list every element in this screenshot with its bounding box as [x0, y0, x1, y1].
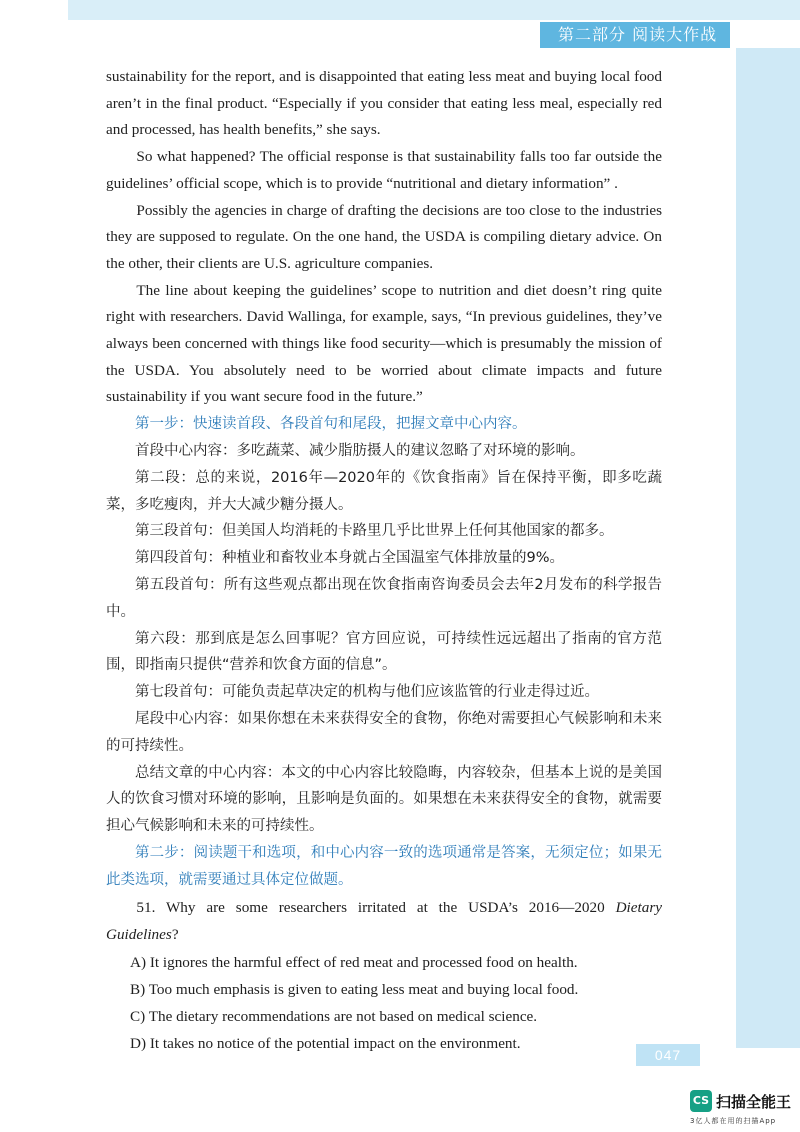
step1-item: 第二段：总的来说，2016年—2020年的《饮食指南》旨在保持平衡，即多吃蔬菜，多吃瘦肉，并大大减少糖分摄人。: [106, 469, 662, 513]
question-stem-text: 51. Why are some researchers irritated at the USDA’s 2016—2020: [136, 899, 616, 917]
scanner-logo-icon: CS: [690, 1090, 712, 1112]
step1-item: 第五段首句：所有这些观点都出现在饮食指南咨询委员会去年2月发布的科学报告中。: [106, 576, 662, 620]
option-b: B) Too much emphasis is given to eating less meat and buying local food.: [130, 980, 579, 998]
question-stem: [106, 895, 662, 948]
step1-item: 第七段首句：可能负责起草决定的机构与他们应该监管的行业走得过近。: [135, 684, 599, 701]
step1-item: 第三段首句：但美国人均消耗的卡路里几乎比世界上任何其他国家的都多。: [135, 523, 614, 540]
page-number: 047: [636, 1044, 700, 1066]
step1-item: 首段中心内容：多吃蔬菜、减少脂肪摄人的建议忽略了对环境的影响。: [135, 442, 585, 459]
step1-summary: 总结文章的中心内容：本文的中心内容比较隐晦，内容较杂，但基本上说的是美国人的饮食习惯对环境的影响，且影响是负面的。如果想在未来获得安全的食物，就需要担心气候影响和未来的可持续性。: [106, 764, 662, 835]
step2-heading: 第二步：阅读题干和选项，和中心内容一致的选项通常是答案，无须定位；如果无此类选项，就需要通过具体定位做题。: [106, 844, 662, 888]
option-a: A) It ignores the harmful effect of red meat and processed food on health.: [130, 953, 578, 971]
scanner-app-name: 扫描全能王: [716, 1093, 792, 1111]
step1-item: 尾段中心内容：如果你想在未来获得安全的食物，你绝对需要担心气候影响和未来的可持续性。: [106, 710, 662, 754]
option-c: C) The dietary recommendations are not based on medical science.: [130, 1007, 538, 1025]
page-content: [106, 64, 662, 1057]
scanner-watermark: [690, 1090, 798, 1130]
paragraph-en-4: The line about keeping the guidelines’ scope to nutrition and diet doesn’t ring quite right with researchers. David Wallinga, for example, says, “In previous guidelines, they’ve always been concerned with things like food security—which is presumably the mission of the USDA. You absolutely need to be worried about climate impacts and future sustainability if you want secure food in the future.”: [106, 281, 662, 406]
step1-item: 第六段：那到底是怎么回事呢？官方回应说，可持续性远远超出了指南的官方范围，即指南只提供“营养和饮食方面的信息”。: [106, 630, 662, 674]
step1-heading: 第一步：快速读首段、各段首句和尾段，把握文章中心内容。: [135, 416, 527, 433]
paragraph-en-1: sustainability for the report, and is disappointed that eating less meat and buying local food aren’t in the final product. “Especially if you consider that eating less meal, especially red and processed, has health benefits,” she says.: [106, 68, 662, 139]
scanner-tagline: 3亿人都在用的扫描App: [690, 1117, 777, 1125]
paragraph-en-3: Possibly the agencies in charge of drafting the decisions are too close to the industries they are supposed to regulate. On the one hand, the USDA is compiling dietary advice. On the other, their clients are U.S. agriculture companies.: [106, 201, 662, 272]
step1-item: 第四段首句：种植业和畜牧业本身就占全国温室气体排放量的9%。: [135, 550, 565, 567]
paragraph-en-2: So what happened? The official response is that sustainability falls too far outside the guidelines’ official scope, which is to provide “nutritional and dietary information” .: [106, 148, 662, 192]
top-band: [68, 0, 800, 20]
option-d: D) It takes no notice of the potential impact on the environment.: [130, 1034, 521, 1052]
side-strip: [736, 48, 800, 1048]
question-stem-italic: Dietary Guidelines: [106, 899, 662, 944]
section-header: 第二部分 阅读大作战: [540, 22, 730, 48]
question-stem-end: ?: [171, 926, 179, 944]
question-options: [106, 949, 662, 1057]
